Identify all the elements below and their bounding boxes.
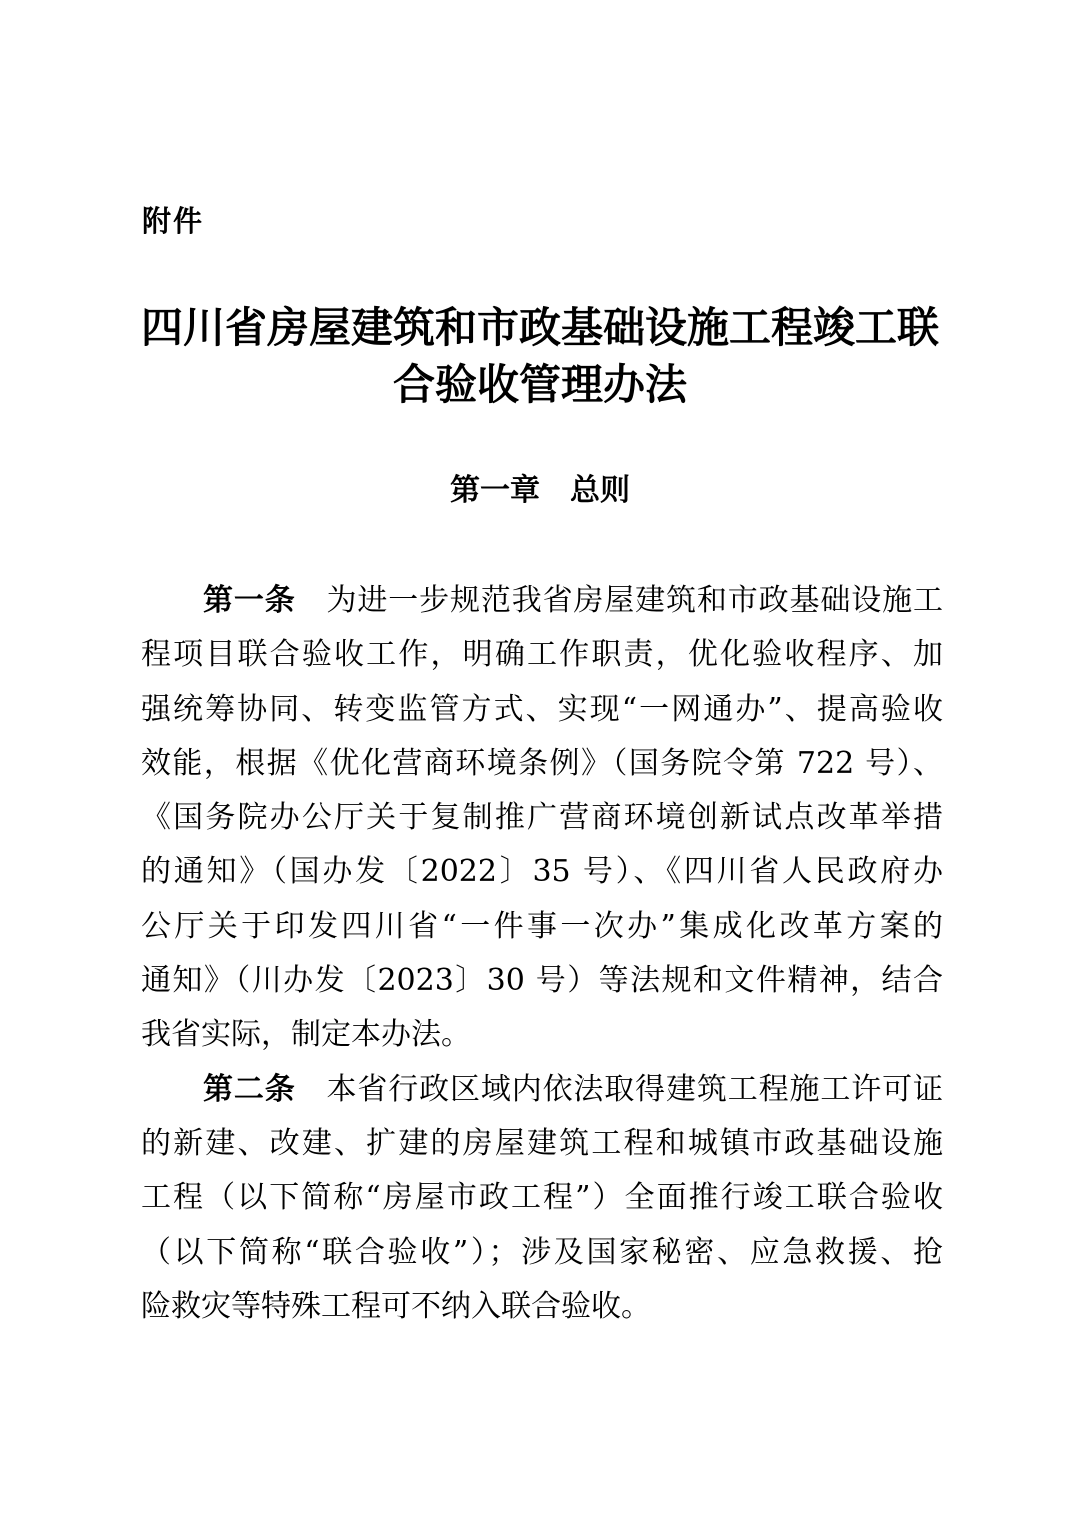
body-line: 工程（以下简称“房屋市政工程”）全面推行竣工联合验收 (141, 1180, 943, 1216)
body-line: 强统筹协同、转变监管方式、实现“一网通办”、提高验收 (141, 691, 943, 727)
body-line: 的通知》（国办发〔2022〕35 号）、《四川省人民政府办 (141, 854, 943, 890)
body-line: 《国务院办公厅关于复制推广营商环境创新试点改革举措 (141, 800, 943, 836)
document-title (140, 299, 940, 413)
body-line: 第一条 为进一步规范我省房屋建筑和市政基础设施工 (203, 583, 943, 618)
document-body (141, 574, 943, 1334)
body-line: 第二条 本省行政区域内依法取得建筑工程施工许可证 (203, 1071, 943, 1107)
body-line: 通知》（川办发〔2023〕30 号）等法规和文件精神，结合 (141, 963, 943, 999)
body-line: 程项目联合验收工作，明确工作职责，优化验收程序、加 (141, 637, 943, 673)
article-lead: 第一条 (203, 583, 296, 618)
body-line: 的新建、改建、扩建的房屋建筑工程和城镇市政基础设施 (141, 1125, 943, 1161)
document-title-line-1: 四川省房屋建筑和市政基础设施工程竣工联 (140, 303, 939, 352)
body-line: （以下简称“联合验收”）；涉及国家秘密、应急救援、抢 (141, 1234, 943, 1270)
body-line: 险救灾等特殊工程可不纳入联合验收。 (141, 1288, 651, 1324)
chapter-heading: 第一章 总则 (450, 473, 630, 508)
attachment-label: 附件 (142, 204, 205, 238)
document-title-line-2: 合验收管理办法 (392, 360, 687, 409)
body-line: 公厅关于印发四川省“一件事一次办”集成化改革方案的 (141, 908, 943, 944)
article-lead: 第二条 (203, 1071, 296, 1107)
body-line: 效能，根据《优化营商环境条例》（国务院令第 722 号）、 (141, 745, 943, 781)
body-line: 我省实际，制定本办法。 (141, 1017, 471, 1053)
